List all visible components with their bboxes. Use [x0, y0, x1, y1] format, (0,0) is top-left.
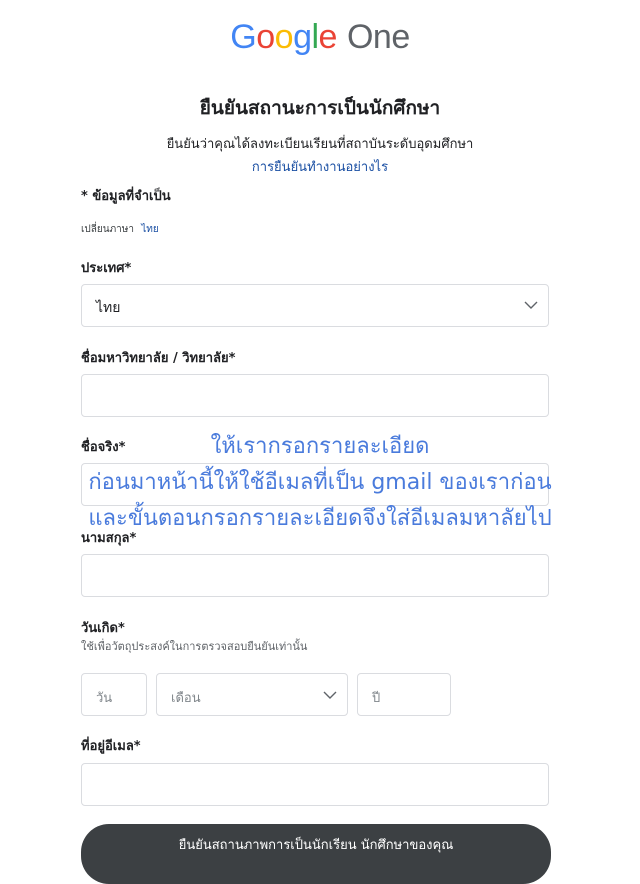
- year-placeholder: ปี: [372, 691, 381, 706]
- google-one-logo: Google One: [230, 18, 410, 56]
- chevron-down-icon: [522, 296, 540, 314]
- overlay-text-line-3: และขั้นตอนกรอกรายละเอียดจึงใส่อีเมลมหาลัยไป: [88, 506, 552, 531]
- birthdate-label: วันเกิด*: [81, 621, 125, 636]
- chevron-down-icon: [321, 686, 339, 704]
- email-input[interactable]: [81, 763, 549, 806]
- university-input[interactable]: [81, 374, 549, 417]
- submit-button[interactable]: ยืนยันสถานภาพการเป็นนักเรียน นักศึกษาของคุณ: [81, 824, 551, 884]
- country-label: ประเทศ*: [81, 261, 132, 276]
- page-title: ยืนยันสถานะการเป็นนักศึกษา: [199, 97, 441, 119]
- day-placeholder: วัน: [96, 691, 113, 706]
- country-select[interactable]: [81, 284, 549, 327]
- last-name-input[interactable]: [81, 554, 549, 597]
- overlay-text-line-2: ก่อนมาหน้านี้ให้ใช้อีเมลที่เป็น gmail ของเราก่อน: [88, 470, 552, 495]
- university-label: ชื่อมหาวิทยาลัย / วิทยาลัย*: [81, 351, 236, 366]
- how-verification-works-link[interactable]: การยืนยันทำงานอย่างไร: [251, 160, 389, 175]
- email-label: ที่อยู่อีเมล*: [81, 739, 141, 754]
- change-language: [81, 222, 159, 237]
- page-subtitle: ยืนยันว่าคุณได้ลงทะเบียนเรียนที่สถาบันระดับอุดมศึกษา: [166, 137, 474, 152]
- required-note: * ข้อมูลที่จำเป็น: [81, 189, 171, 204]
- last-name-label: นามสกุล*: [81, 531, 137, 546]
- birthdate-hint: ใช้เพื่อวัตถุประสงค์ในการตรวจสอบยืนยันเท่านั้น: [81, 640, 308, 653]
- birth-day-input[interactable]: [81, 673, 147, 716]
- change-language-label: เปลี่ยนภาษา: [81, 224, 135, 235]
- birth-month-select[interactable]: [156, 673, 348, 716]
- month-placeholder: เดือน: [171, 691, 201, 706]
- birth-year-input[interactable]: [357, 673, 451, 716]
- country-selected-value: ไทย: [96, 300, 121, 316]
- overlay-text-line-1: ให้เรากรอกรายละเอียด: [210, 434, 430, 459]
- first-name-label: ชื่อจริง*: [81, 440, 126, 455]
- change-language-link[interactable]: ไทย: [141, 224, 159, 235]
